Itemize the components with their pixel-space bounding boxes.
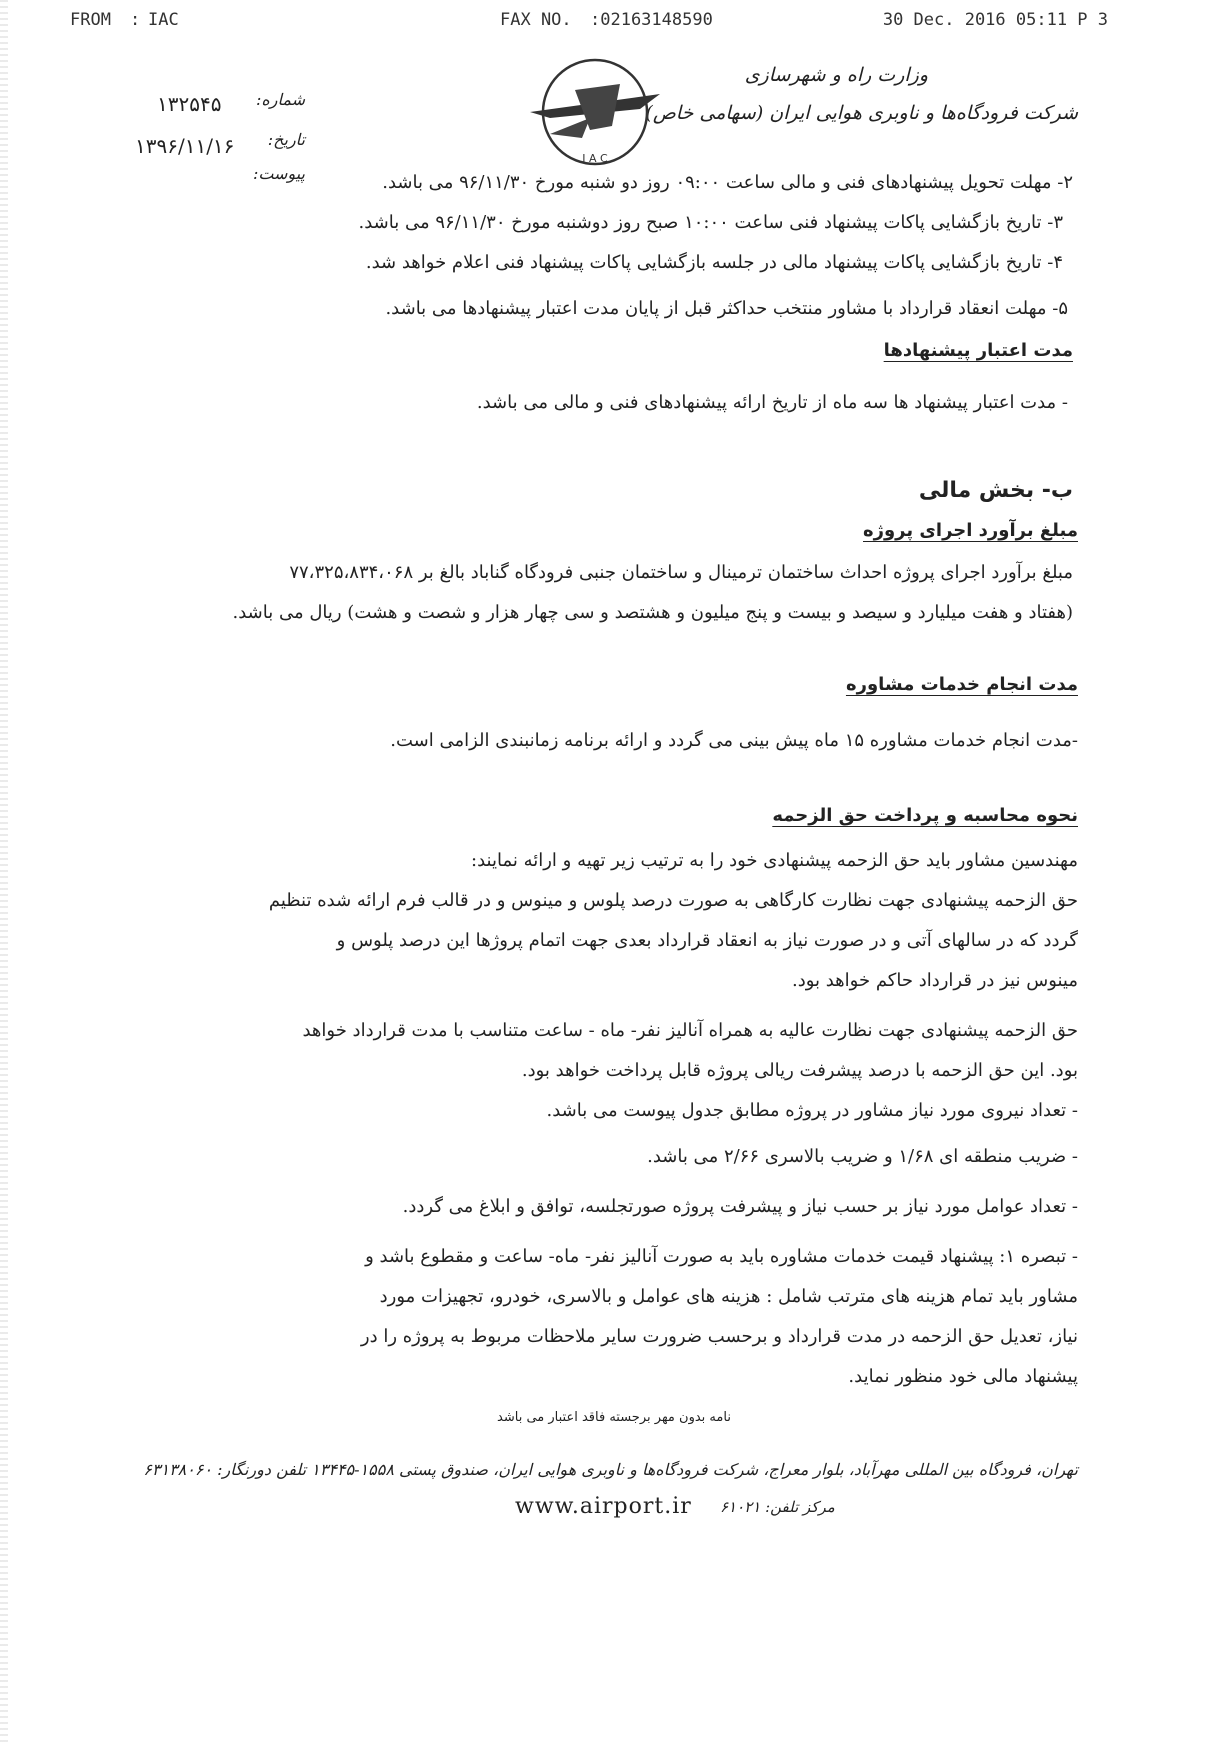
fee-paragraph-line: حق الزحمه پیشنهادی جهت نظارت عالیه به همراه آنالیز نفر- ماه - ساعت متناسب با مدت قرارداد خواهد (302, 1020, 1078, 1041)
footer-address: تهران، فرودگاه بین المللی مهرآباد، بلوار معراج، شرکت فرودگاه‌ها و ناوبری هوایی ایران، صندوق پستی ۱۵۵۸-۱۳۴۴۵ تلفن دورنگار: ۶۳۱۳۸۰۶۰ (143, 1460, 1078, 1479)
fee-intro: مهندسین مشاور باید حق الزحمه پیشنهادی خود را به ترتیب زیر تهیه و ارائه نمایند: (471, 850, 1078, 871)
fee-paragraph-line: گردد که در سالهای آتی و در صورت نیاز به انعقاد قرارداد بعدی جهت اتمام پروژها این درصد پلوس و (336, 930, 1078, 951)
fax-from-label: FROM (70, 10, 111, 30)
fee-note-line: پیشنهاد مالی خود منظور نماید. (848, 1366, 1078, 1387)
company-name: شرکت فرودگاه‌ها و ناوبری هوایی ایران (سهامی خاص) (645, 102, 1078, 124)
fee-paragraph-line: مینوس نیز در قرارداد حاکم خواهد بود. (791, 970, 1078, 991)
fee-paragraph-line: حق الزحمه پیشنهادی جهت نظارت کارگاهی به صورت درصد پلوس و مینوس و در قالب فرم ارائه شده تنظیم (268, 890, 1078, 911)
fax-number-label: FAX NO. (500, 10, 572, 30)
duration-title: مدت انجام خدمات مشاوره (845, 674, 1078, 695)
reference-block (135, 84, 305, 184)
fax-date: 30 Dec. 2016 05:11 P 3 (882, 10, 1108, 30)
deadline-item: ۳- تاریخ بازگشایی پاکات پیشنهاد فنی ساعت ۱۰:۰۰ صبح روز دوشنبه مورخ ۹۶/۱۱/۳۰ می باشد. (358, 212, 1063, 233)
attachment-label: پیوست: (252, 164, 305, 183)
validity-title: مدت اعتبار پیشنهادها (883, 340, 1073, 361)
fax-company: IAC (148, 10, 179, 30)
deadline-item: ۲- مهلت تحویل پیشنهادهای فنی و مالی ساعت ۰۹:۰۰ روز دو شنبه مورخ ۹۶/۱۱/۳۰ می باشد. (382, 172, 1073, 193)
airplane-logo-icon (520, 54, 670, 174)
reference-number-label: شماره: (255, 90, 305, 109)
fee-bullet: - تعداد نیروی مورد نیاز مشاور در پروژه مطابق جدول پیوست می باشد. (546, 1100, 1078, 1121)
fax-number: :02163148590 (590, 10, 713, 30)
deadline-item: ۴- تاریخ بازگشایی پاکات پیشنهاد مالی در جلسه بازگشایی پاکات پیشنهاد فنی اعلام خواهد شد. (365, 252, 1063, 273)
scan-edge (0, 0, 8, 1742)
estimate-title: مبلغ برآورد اجرای پروژه (863, 520, 1078, 541)
logo-text: I A C (582, 152, 608, 165)
financial-section-title: ب- بخش مالی (918, 478, 1073, 503)
fee-title: نحوه محاسبه و پرداخت حق الزحمه (772, 805, 1078, 826)
fee-bullet: - تعداد عوامل مورد نیاز بر حسب نیاز و پیشرفت پروژه صورتجلسه، توافق و ابلاغ می گردد. (402, 1196, 1078, 1217)
fee-bullet: - ضریب منطقه ای ۱/۶۸ و ضریب بالاسری ۲/۶۶ می باشد. (647, 1146, 1078, 1167)
reference-date: ۱۳۹۶/۱۱/۱۶ (135, 134, 235, 158)
fee-note-line: - تبصره ۱: پیشنهاد قیمت خدمات مشاوره باید به صورت آنالیز نفر- ماه- ساعت و مقطوع باشد و (365, 1246, 1078, 1267)
footer-contact (515, 1494, 835, 1524)
fee-note-line: مشاور باید تمام هزینه های مترتب شامل : هزینه های عوامل و بالاسری، خودرو، تجهیزات مورد (379, 1286, 1078, 1307)
website-link[interactable]: www.airport.ir (515, 1494, 692, 1519)
estimate-line: مبلغ برآورد اجرای پروژه احداث ساختمان ترمینال و ساختمان جنبی فرودگاه گناباد بالغ بر ۷۷،۳۲۵،۸۳۴،۰۶۸ (289, 562, 1073, 583)
duration-text: -مدت انجام خدمات مشاوره ۱۵ ماه پیش بینی می گردد و ارائه برنامه زمانبندی الزامی است. (390, 730, 1078, 751)
reference-date-label: تاریخ: (267, 130, 305, 149)
footer-phone: مرکز تلفن: ۶۱۰۲۱ (720, 1498, 835, 1516)
footer-note: نامه بدون مهر برجسته فاقد اعتبار می باشد (497, 1410, 731, 1425)
fee-paragraph-line: بود. این حق الزحمه با درصد پیشرفت ریالی پروژه قابل پرداخت خواهد بود. (521, 1060, 1078, 1081)
reference-number: ۱۳۲۵۴۵ (157, 92, 222, 116)
ministry-name: وزارت راه و شهرسازی (744, 64, 928, 86)
fax-separator: : (130, 10, 141, 30)
estimate-line: (هفتاد و هفت میلیارد و سیصد و بیست و پنج میلیون و هشتصد و سی چهار هزار و شصت و هشت) ریال می باشد. (232, 602, 1073, 623)
validity-text: - مدت اعتبار پیشنهاد ها سه ماه از تاریخ ارائه پیشنهادهای فنی و مالی می باشد. (476, 392, 1068, 413)
fee-note-line: نیاز، تعدیل حق الزحمه در مدت قرارداد و برحسب ضرورت سایر ملاحظات مربوط به پروژه را در (360, 1326, 1078, 1347)
fax-header (70, 10, 1108, 34)
deadline-item: ۵- مهلت انعقاد قرارداد با مشاور منتخب حداکثر قبل از پایان مدت اعتبار پیشنهادها می باشد. (385, 298, 1068, 319)
